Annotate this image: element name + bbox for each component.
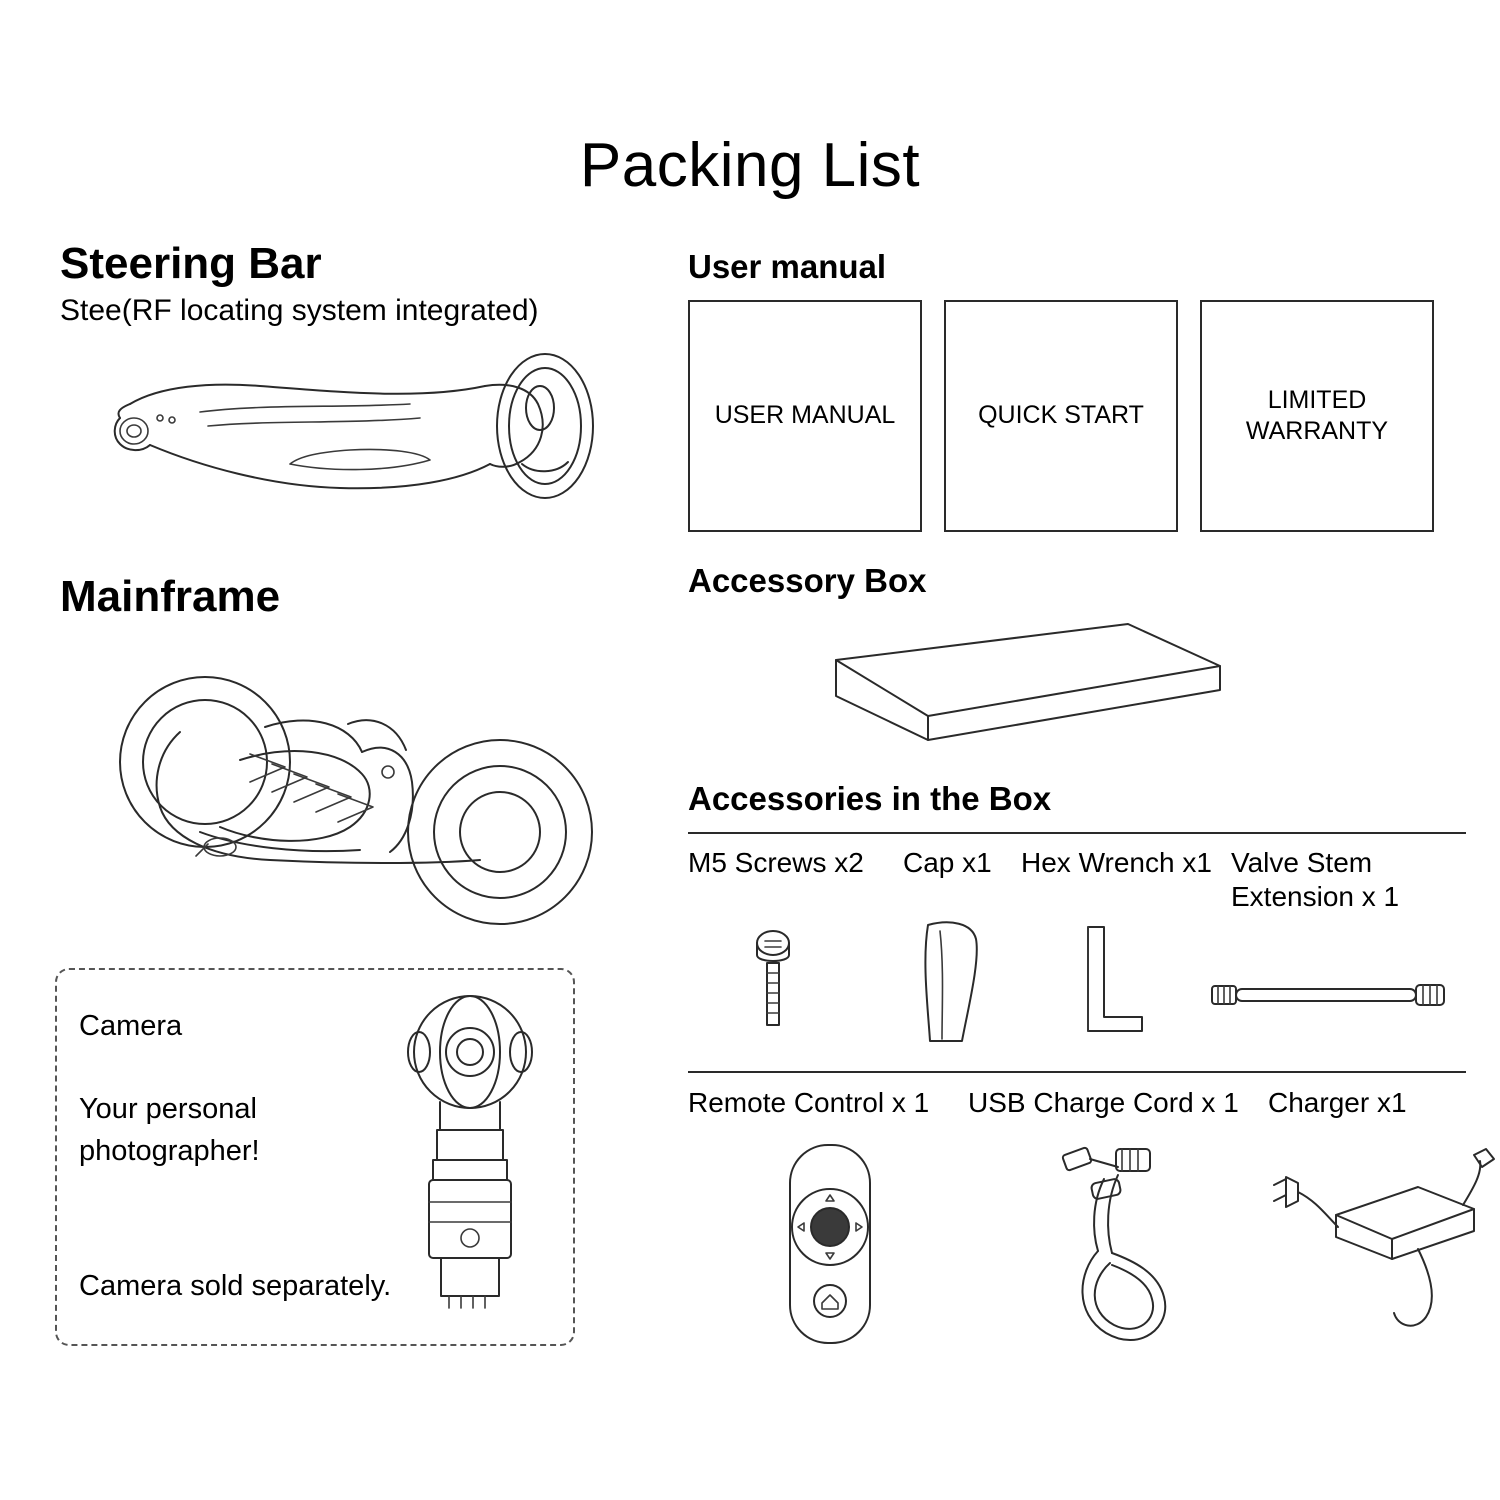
left-column [60, 240, 680, 952]
manual-card-limited-warranty [1200, 300, 1434, 532]
accessory-label-remote-control: Remote Control x 1 [688, 1087, 930, 1119]
charger-icon [1268, 1139, 1498, 1339]
camera-label: Camera [79, 1010, 183, 1042]
user-manual-card-row [688, 300, 1478, 532]
accessories-row1-labels [688, 846, 1478, 913]
camera-illustration [385, 990, 555, 1330]
steering-bar-subtitle: Stee(RF locating system integrated) [60, 294, 539, 328]
camera-panel [55, 968, 575, 1346]
user-manual-heading: User manual [688, 248, 887, 285]
manual-card-user-manual [688, 300, 922, 532]
accessories-heading: Accessories in the Box [688, 780, 1052, 817]
accessory-label-usb-charge-cord: USB Charge Cord x 1 [968, 1087, 1239, 1119]
accessories-row2-art [688, 1129, 1478, 1359]
accessory-label-valve-stem-extension: Valve Stem Extension x 1 [1231, 847, 1400, 912]
accessory-label-m5-screws: M5 Screws x2 [688, 847, 864, 878]
screw-icon [748, 925, 798, 1045]
camera-note: Camera sold separately. [79, 1270, 392, 1302]
mainframe-illustration [100, 632, 680, 952]
steering-bar-illustration [90, 346, 680, 521]
manual-card-label: LIMITED WARRANTY [1245, 385, 1389, 445]
accessory-label-cap: Cap x1 [903, 847, 992, 878]
accessories-divider-bottom [688, 1071, 1466, 1073]
accessories-row1-art [688, 917, 1478, 1067]
accessory-box-heading: Accessory Box [688, 562, 927, 599]
accessories-divider-top [688, 832, 1466, 834]
camera-tagline: Your personal photographer! [79, 1093, 260, 1168]
manual-card-label: USER MANUAL [714, 401, 896, 430]
manual-card-quick-start [944, 300, 1178, 532]
mainframe-heading: Mainframe [60, 572, 281, 622]
accessory-label-charger: Charger x1 [1268, 1087, 1407, 1119]
accessory-box-illustration [828, 614, 1478, 754]
cap-icon [910, 917, 990, 1052]
usb-cable-icon [1056, 1135, 1196, 1350]
page-title: Packing List [579, 130, 921, 200]
remote-control-icon [780, 1139, 880, 1349]
manual-card-label: QUICK START [978, 401, 1144, 430]
accessory-label-hex-wrench: Hex Wrench x1 [1021, 847, 1212, 878]
valve-stem-extension-icon [1206, 975, 1456, 1015]
right-column [688, 248, 1478, 1359]
hex-wrench-icon [1070, 921, 1150, 1046]
accessories-row2-labels [688, 1087, 1478, 1119]
steering-bar-heading: Steering Bar [60, 239, 322, 288]
